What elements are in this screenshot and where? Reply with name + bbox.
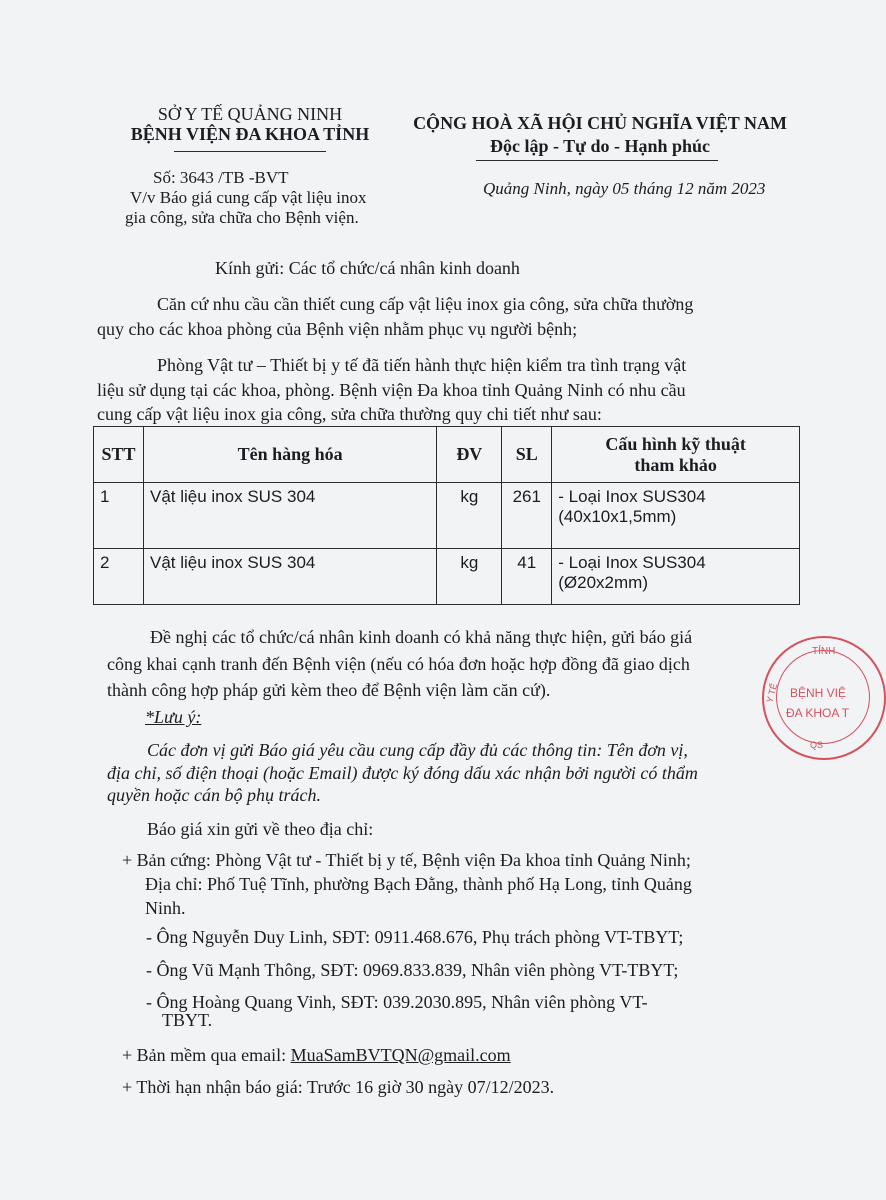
row1-name: Vật liệu inox SUS 304: [143, 483, 436, 549]
softcopy-prefix: + Bản mềm qua email:: [122, 1045, 291, 1065]
document-number: Số: 3643 /TB -BVT: [153, 168, 289, 187]
ministry-name: SỞ Y TẾ QUẢNG NINH: [157, 104, 343, 124]
para1-line2: quy cho các khoa phòng của Bệnh viện nhằm phục vụ người bệnh;: [97, 319, 578, 339]
deadline-line: + Thời hạn nhận báo giá: Trước 16 giờ 30 ngày 07/12/2023.: [122, 1077, 555, 1097]
note-line1: Các đơn vị gửi Báo giá yêu cầu cung cấp đầy đủ các thông tin: Tên đơn vị,: [147, 740, 688, 760]
right-header-rule: [476, 160, 718, 161]
header-name: Tên hàng hóa: [143, 427, 436, 483]
row2-spec-line2: (Ø20x2mm): [558, 573, 648, 592]
national-title: CỘNG HOÀ XÃ HỘI CHỦ NGHĨA VIỆT NAM: [413, 113, 787, 133]
row2-name: Vật liệu inox SUS 304: [143, 549, 436, 605]
para3-line3: thành công hợp pháp gửi kèm theo để Bệnh viện làm căn cứ).: [107, 680, 551, 700]
address-intro: Báo giá xin gửi về theo địa chỉ:: [147, 819, 374, 839]
note-line3: quyền hoặc cán bộ phụ trách.: [107, 785, 321, 805]
para3-line1: Đề nghị các tổ chức/cá nhân kinh doanh có khả năng thực hiện, gửi báo giá: [150, 627, 693, 647]
header-unit: ĐV: [437, 427, 502, 483]
row1-stt: 1: [94, 483, 144, 549]
left-header-rule: [174, 151, 326, 152]
row1-spec-line1: - Loại Inox SUS304: [558, 487, 706, 506]
stamp-left-text: Y TẾ: [764, 682, 780, 704]
row2-spec: [552, 549, 800, 605]
para1-line1: Căn cứ nhu cầu cần thiết cung cấp vật liệu inox gia công, sửa chữa thường: [157, 294, 694, 314]
row1-spec-line2: (40x10x1,5mm): [558, 507, 677, 526]
hardcopy-line1: + Bản cứng: Phòng Vật tư - Thiết bị y tế, Bệnh viện Đa khoa tỉnh Quảng Ninh;: [122, 850, 691, 870]
subject-line-1: V/v Báo giá cung cấp vật liệu inox: [130, 188, 367, 207]
contact-item: - Ông Hoàng Quang Vinh, SĐT: 039.2030.895, Nhân viên phòng VT-: [146, 992, 648, 1012]
hospital-name: BỆNH VIỆN ĐA KHOA TỈNH: [130, 124, 370, 144]
para2-line3: cung cấp vật liệu inox gia công, sửa chữa thường quy chi tiết như sau:: [97, 404, 602, 424]
hardcopy-line3: Ninh.: [145, 898, 186, 918]
table-row: [94, 483, 800, 549]
recipient-line: Kính gửi: Các tổ chức/cá nhân kinh doanh: [215, 258, 520, 278]
contact-item: - Ông Nguyễn Duy Linh, SĐT: 0911.468.676, Phụ trách phòng VT-TBYT;: [146, 927, 684, 947]
row1-unit: kg: [437, 483, 502, 549]
softcopy-line: [122, 1045, 511, 1066]
items-table: [93, 426, 800, 605]
note-label: *Lưu ý:: [145, 707, 202, 727]
row1-spec: [552, 483, 800, 549]
para2-line1: Phòng Vật tư – Thiết bị y tế đã tiến hành thực hiện kiểm tra tình trạng vật: [157, 355, 687, 375]
stamp-bottom-text: QS: [810, 740, 824, 750]
stamp-line1: BỆNH VIỆ: [790, 686, 847, 700]
header-spec-line2: tham khảo: [634, 454, 717, 475]
header-spec-line1: Cấu hình kỹ thuật: [605, 433, 746, 454]
header-qty: SL: [502, 427, 552, 483]
hardcopy-line2: Địa chỉ: Phố Tuệ Tĩnh, phường Bạch Đằng, thành phố Hạ Long, tỉnh Quảng: [145, 874, 692, 894]
subject-line-2: gia công, sửa chữa cho Bệnh viện.: [125, 208, 359, 227]
row2-qty: 41: [502, 549, 552, 605]
note-line2: địa chỉ, số điện thoại (hoặc Email) được ký đóng dấu xác nhận bởi người có thẩm: [107, 763, 698, 783]
official-stamp: [762, 636, 886, 760]
header-stt: STT: [94, 427, 144, 483]
para3-line2: công khai cạnh tranh đến Bệnh viện (nếu có hóa đơn hoặc hợp đồng đã giao dịch: [107, 654, 690, 674]
header-spec: [552, 427, 800, 483]
email-link[interactable]: MuaSamBVTQN@gmail.com: [290, 1045, 511, 1065]
contact-item: - Ông Vũ Mạnh Thông, SĐT: 0969.833.839, Nhân viên phòng VT-TBYT;: [146, 960, 679, 980]
stamp-top-text: TỈNH: [812, 646, 836, 657]
row1-qty: 261: [502, 483, 552, 549]
contact-item-continuation: TBYT.: [162, 1010, 213, 1030]
row2-stt: 2: [94, 549, 144, 605]
stamp-line2: ĐA KHOA T: [786, 706, 850, 720]
national-motto: Độc lập - Tự do - Hạnh phúc: [489, 136, 711, 156]
table-row: [94, 549, 800, 605]
place-date: Quảng Ninh, ngày 05 tháng 12 năm 2023: [483, 179, 766, 198]
row2-spec-line1: - Loại Inox SUS304: [558, 553, 706, 572]
para2-line2: liệu sử dụng tại các khoa, phòng. Bệnh viện Đa khoa tỉnh Quảng Ninh có nhu cầu: [97, 380, 686, 400]
row2-unit: kg: [437, 549, 502, 605]
table-header-row: [94, 427, 800, 483]
